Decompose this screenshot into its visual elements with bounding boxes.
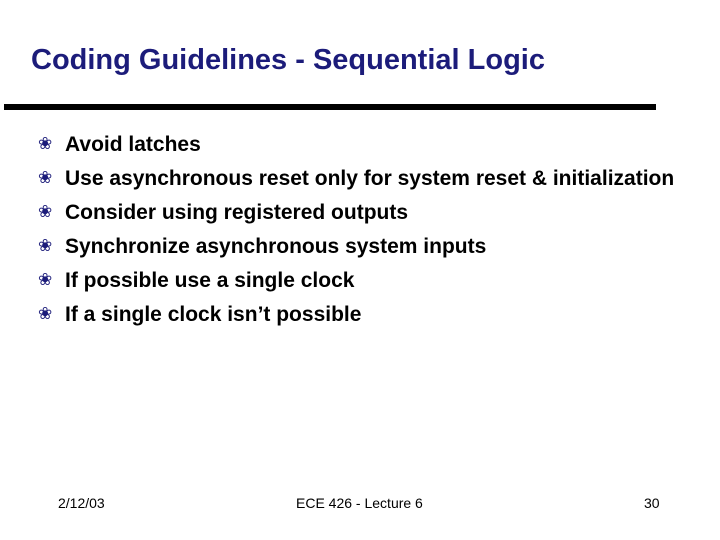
footer-page-number: 30 [644,495,660,511]
bullet-list [38,129,678,333]
bullet-item [38,231,678,262]
flower-bullet-icon: ❀ [38,168,53,188]
footer-lecture-label: ECE 426 - Lecture 6 [296,495,423,511]
bullet-item [38,265,678,296]
bullet-item [38,163,678,194]
bullet-item [38,197,678,228]
slide-title: Coding Guidelines - Sequential Logic [31,44,545,76]
bullet-text: If a single clock isn’t possible [65,303,362,326]
flower-bullet-icon: ❀ [38,304,53,324]
bullet-item [38,129,678,160]
flower-bullet-icon: ❀ [38,236,53,256]
bullet-text: Use asynchronous reset only for system reset & initialization [65,167,675,190]
footer-date: 2/12/03 [58,495,105,511]
bullet-text: Synchronize asynchronous system inputs [65,235,487,258]
title-divider [4,104,656,110]
bullet-item [38,299,678,330]
bullet-text: Avoid latches [65,133,201,156]
bullet-text: If possible use a single clock [65,269,355,292]
flower-bullet-icon: ❀ [38,270,53,290]
flower-bullet-icon: ❀ [38,202,53,222]
flower-bullet-icon: ❀ [38,134,53,154]
bullet-text: Consider using registered outputs [65,201,409,224]
